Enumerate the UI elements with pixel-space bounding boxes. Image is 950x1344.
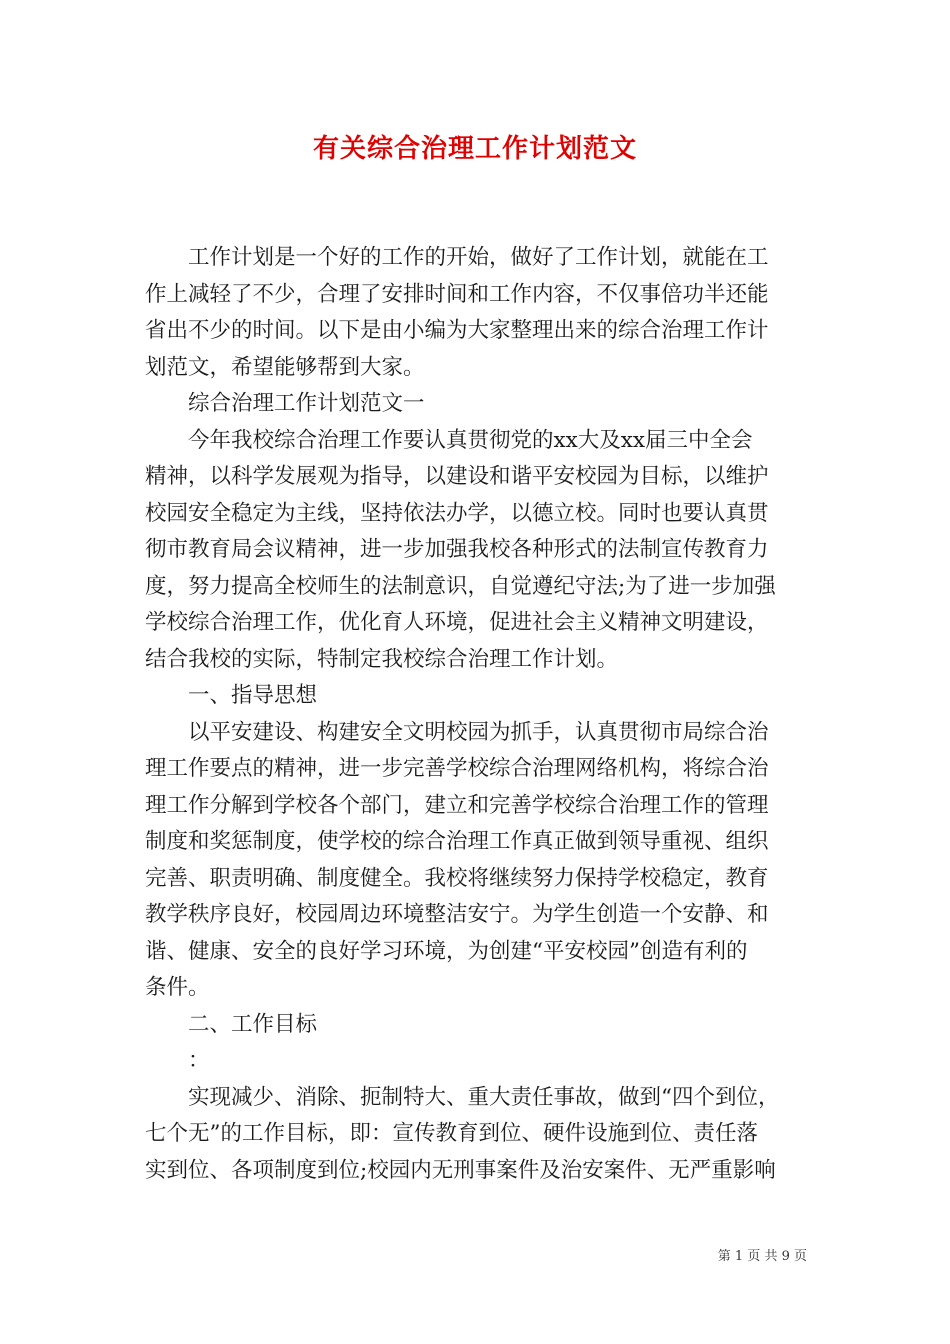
body-line: 结合我校的实际，特制定我校综合治理工作计划。 <box>145 646 619 672</box>
section-heading: 二、工作目标 <box>145 1011 318 1037</box>
page-number: 第 1 页 共 9 页 <box>717 1249 807 1264</box>
body-line: 学校综合治理工作，优化育人环境，促进社会主义精神文明建设， <box>145 610 769 635</box>
body-line: 彻市教育局会议精神，进一步加强我校各种形式的法制宣传教育力 <box>145 537 769 562</box>
body-line: 省出不少的时间。以下是由小编为大家整理出来的综合治理工作计 <box>145 318 769 343</box>
body-line: 工作计划是一个好的工作的开始，做好了工作计划，就能在工 <box>145 245 769 270</box>
body-line: 校园安全稳定为主线，坚持依法办学，以德立校。同时也要认真贯 <box>145 500 769 526</box>
body-line: 实现减少、消除、扼制特大、重大责任事故，做到“四个到位， <box>145 1084 780 1110</box>
body-line: 精神，以科学发展观为指导，以建设和谐平安校园为目标，以维护 <box>145 464 769 489</box>
body-line: 作上减轻了不少，合理了安排时间和工作内容，不仅事倍功半还能 <box>145 281 769 307</box>
body-line: 教学秩序良好，校园周边环境整洁安宁。为学生创造一个安静、和 <box>145 902 769 927</box>
body-line: 制度和奖惩制度，使学校的综合治理工作真正做到领导重视、组织 <box>145 829 769 854</box>
body-line: 度，努力提高全校师生的法制意识，自觉遵纪守法;为了进一步加强 <box>145 573 776 599</box>
document-body <box>145 240 810 1189</box>
body-line: 实到位、各项制度到位;校园内无刑事案件及治安案件、无严重影响 <box>145 1157 776 1183</box>
body-line: 条件。 <box>145 975 210 1000</box>
body-line: 七个无”的工作目标，即：宣传教育到位、硬件设施到位、责任落 <box>145 1121 758 1146</box>
body-line: ： <box>145 1048 210 1073</box>
section-heading: 综合治理工作计划范文一 <box>145 391 425 416</box>
body-line: 谐、健康、安全的良好学习环境，为创建“平安校园”创造有利的 <box>145 938 748 964</box>
section-heading: 一、指导思想 <box>145 683 318 708</box>
body-line: 以平安建设、构建安全文明校园为抓手，认真贯彻市局综合治 <box>145 719 769 745</box>
body-line: 理工作分解到学校各个部门，建立和完善学校综合治理工作的管理 <box>145 792 769 818</box>
body-line: 划范文，希望能够帮到大家。 <box>145 354 425 380</box>
body-line: 今年我校综合治理工作要认真贯彻党的xx大及xx届三中全会 <box>145 427 753 453</box>
body-line: 完善、职责明确、制度健全。我校将继续努力保持学校稳定，教育 <box>145 865 769 891</box>
document-title: 有关综合治理工作计划范文 <box>312 134 637 164</box>
body-line: 理工作要点的精神，进一步完善学校综合治理网络机构，将综合治 <box>145 756 769 781</box>
